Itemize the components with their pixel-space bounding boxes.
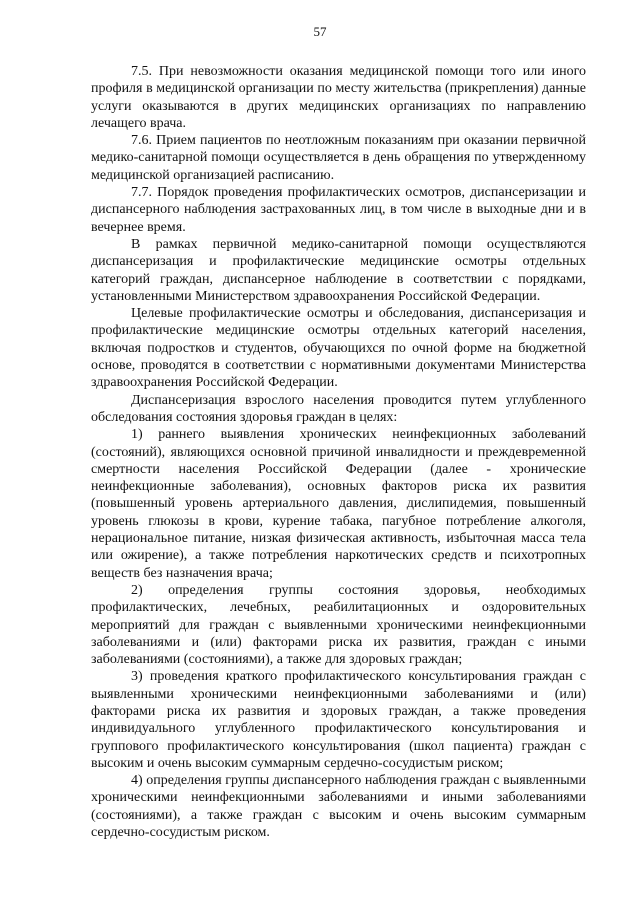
paragraph-adult-dispensary: Диспансеризация взрослого населения проводится путем углубленного обследования состояния здоровья граждан в целях: [91,392,586,425]
paragraph-7-5: 7.5. При невозможности оказания медицинской помощи того или иного профиля в медицинской организации по месту жительства (прикрепления) данные услуги оказываются в других медицинских организациях по направлению лечащего врача. [91,64,586,131]
paragraph-primary-care: В рамках первичной медико-санитарной помощи осуществляются диспансеризация и профилактические медицинские осмотры отдельных категорий граждан, диспансерное наблюдение в соответствии с порядками, установленными Министерством здравоохранения Российской Федерации. [91,236,586,304]
page-number: 57 [313,24,327,39]
list-item-1: 1) раннего выявления хронических неинфекционных заболеваний (состояний), являющихся основной причиной инвалидности и преждевременной смертности населения Российской Федерации (далее - хронические неинфекционные заболевания), основных факторов риска их развития (повышенный уровень артериального давления, дислипидемия, повышенный уровень глюкозы в крови, курение табака, пагубное потребление алкоголя, нерациональное питание, низкая физическая активность, избыточная масса тела или ожирение), а также потребления наркотических средств и психотропных веществ без назначения врача; [91,427,586,581]
paragraph-targeted-exams: Целевые профилактические осмотры и обследования, диспансеризация и профилактические медицинские осмотры отдельных категорий населения, включая подростков и студентов, обучающихся по очной форме на бюджетной основе, проводятся в соответствии с нормативными документами Министерства здравоохранения Российской Федерации. [91,306,586,391]
list-item-2: 2) определения группы состояния здоровья, необходимых профилактических, лечебных, реабилитационных и оздоровительных мероприятий для граждан с выявленными хроническими неинфекционными заболеваниями и (или) факторами риска их развития, граждан с иными заболеваниями (состояниями), а также для здоровых граждан; [91,582,586,668]
paragraph-7-7: 7.7. Порядок проведения профилактических осмотров, диспансеризации и диспансерного наблюдения застрахованных лиц, в том числе в выходные дни и в вечернее время. [91,185,586,235]
paragraph-7-6: 7.6. Прием пациентов по неотложным показаниям при оказании первичной медико-санитарной помощи осуществляется в день обращения по утвержденному медицинской организацией расписанию. [91,133,586,183]
document-body [91,63,586,841]
list-item-4: 4) определения группы диспансерного наблюдения граждан с выявленными хроническими неинфекционными заболеваниями и иными заболеваниями (состояниями), а также граждан с высоким и очень высоким суммарным сердечно-сосудистым риском. [91,773,586,841]
list-item-3: 3) проведения краткого профилактического консультирования граждан с выявленными хроническими неинфекционными заболеваниями и (или) факторами риска их развития и здоровых граждан, а также проведения индивидуального углубленного профилактического консультирования и группового профилактического консультирования (школ пациента) граждан с высоким и очень высоким суммарным сердечно-сосудистым риском; [91,669,586,771]
